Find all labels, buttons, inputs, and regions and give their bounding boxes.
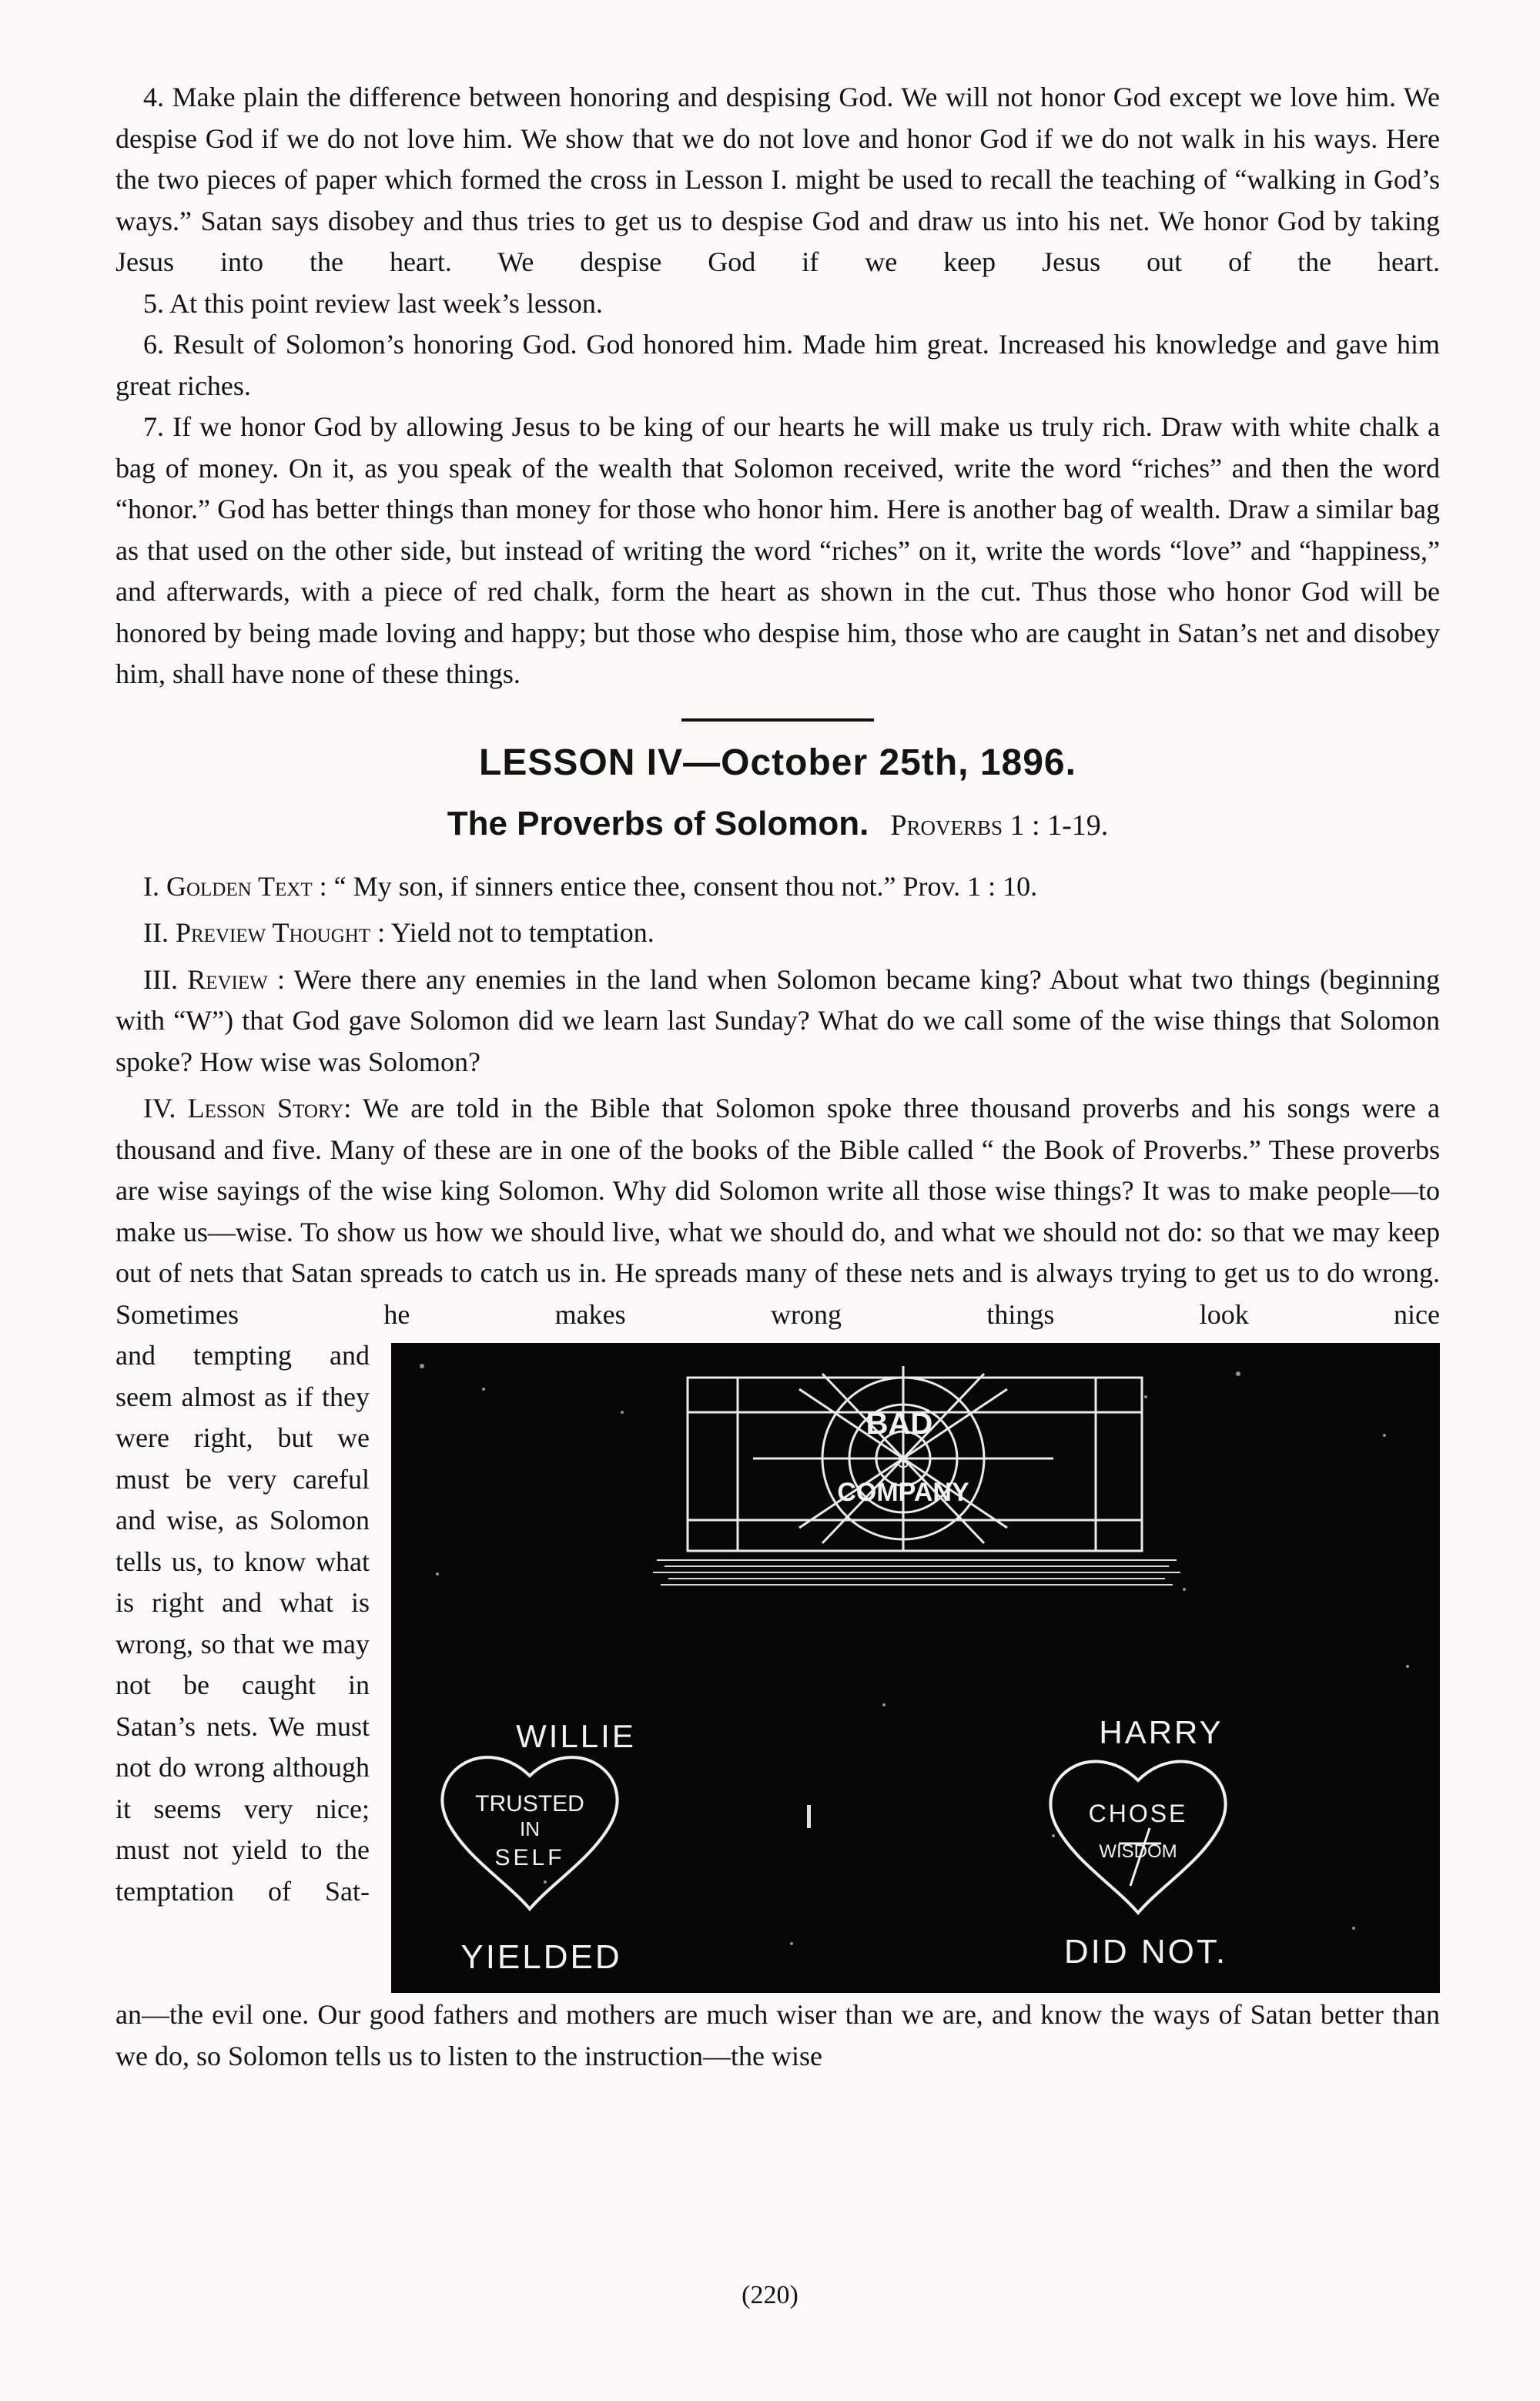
- golden-text: “ My son, if sinners entice thee, consent thou not.” Prov. 1 : 10.: [333, 870, 1038, 902]
- lesson-story-label: IV. Lesson Story:: [143, 1093, 352, 1123]
- left-heart-line3: SELF: [494, 1845, 565, 1870]
- water-lines: [653, 1560, 1180, 1585]
- section-divider: [681, 718, 874, 722]
- illustration-section: [116, 1335, 1440, 1994]
- right-heart-line2: WISDOM: [1099, 1841, 1177, 1862]
- golden-text-label: I. Golden Text :: [143, 870, 327, 902]
- left-name-willie: WILLIE: [516, 1718, 636, 1754]
- right-result: DID NOT.: [1063, 1933, 1228, 1971]
- preview-thought-label: II. Preview Thought :: [143, 917, 386, 948]
- lesson-subtitle: The Proverbs of Solomon.: [447, 804, 869, 842]
- review-label: III. Review :: [143, 963, 285, 995]
- left-heart-line2: IN: [520, 1817, 540, 1840]
- lesson-story-paragraph: [116, 1088, 1440, 1335]
- right-heart-line1: CHOSE: [1088, 1800, 1188, 1827]
- right-name-harry: HARRY: [1099, 1714, 1224, 1750]
- preview-thought-text: Yield not to temptation.: [390, 917, 654, 948]
- net-word-s: S: [897, 1452, 909, 1472]
- left-heart-line1: TRUSTED: [475, 1791, 584, 1817]
- lesson-story-text: We are told in the Bible that Solomon spoke three thousand proverbs and his songs were a thousand and five. Many of these are in one of the books of the Bible called “ the Book of Proverbs.” These proverbs are wise sayings of the wise king Solomon. Why did Solomon write all those wise things? It was to make people—to make us—wise. To show us how we should live, what we should do, and what we should not do: so that we may keep out of nets that Satan spreads to catch us in. He spreads many of these nets and is always trying to get us to do wrong. Sometimes he makes wrong things look nice: [116, 1093, 1440, 1330]
- lesson-title: LESSON IV—October 25th, 1896.: [479, 742, 1076, 783]
- left-result: YIELDED: [460, 1938, 622, 1976]
- item-7-paragraph: 7. If we honor God by allowing Jesus to be king of our hearts he will make us truly rich. Draw with white chalk a bag of money. On it, as you speak of the wealth that Solomon received, write the word “riches” and then the word “honor.” God has better things than money for those who honor him. Here is another bag of wealth. Draw a similar bag as that used on the other side, but instead of writing the word “riches” on it, write the words “love” and “happiness,” and afterwards, with a piece of red chalk, form the heart as shown in the cut. Thus those who honor God will be honored by being made loving and happy; but those who despise him, those who are caught in Satan’s net and disobey him, shall have none of these things.: [116, 411, 1440, 689]
- item-6-paragraph: 6. Result of Solomon’s honoring God. God honored him. Made him great. Increased his knowledge and gave him great riches.: [116, 329, 1440, 401]
- golden-text-row: [116, 866, 1440, 908]
- review-text: Were there any enemies in the land when Solomon became king? About what two things (beginning with “W”) that God gave Solomon did we learn last Sunday? What do we call some of the wise things that Solomon spoke? How wise was Solomon?: [116, 963, 1440, 1077]
- lesson-subtitle-row: [116, 802, 1440, 854]
- scripture-reference: Proverbs 1 : 1-19.: [890, 809, 1109, 842]
- item-4-paragraph: 4. Make plain the difference between honoring and despising God. We will not honor God except we love him. We despise God if we do not love him. We show that we do not love and honor God if we do not walk in his ways. Here the two pieces of paper which formed the cross in Lesson I. might be used to recall the teaching of “walking in God’s ways.” Satan says disobey and thus tries to get us to despise God and draw us into his net. We honor God by taking Jesus into the heart. We despise God if we keep Jesus out of the heart.: [116, 82, 1440, 277]
- wrapped-side-text: and tempting and seem almost as if they were right, but we must be very careful and wise, as Solomon tells us, to know what is right and what is wrong, so that we may not be caught in Satan’s nets. We must not do wrong although it seems very nice; must not yield to the temptation of Sat-: [116, 1340, 370, 1907]
- review-paragraph: [116, 959, 1440, 1083]
- right-heart: [1050, 1762, 1225, 1913]
- preview-thought-row: [116, 913, 1440, 954]
- net-word-bad: BAD: [865, 1407, 933, 1441]
- blackboard-illustration: [391, 1343, 1440, 1993]
- net-word-company: COMPANY: [837, 1478, 969, 1507]
- page-body: [116, 77, 1440, 2077]
- satan-net: [688, 1366, 1142, 1551]
- blackboard-drawing: [391, 1343, 1440, 1993]
- page-number: (220): [742, 2281, 798, 2309]
- tail-paragraph: an—the evil one. Our good fathers and mothers are much wiser than we are, and know the ways of Satan better than we do, so Solomon tells us to listen to the instruction—the wise: [116, 1999, 1440, 2071]
- item-5-paragraph: 5. At this point review last week’s lesson.: [143, 287, 603, 319]
- center-mark: [807, 1805, 811, 1828]
